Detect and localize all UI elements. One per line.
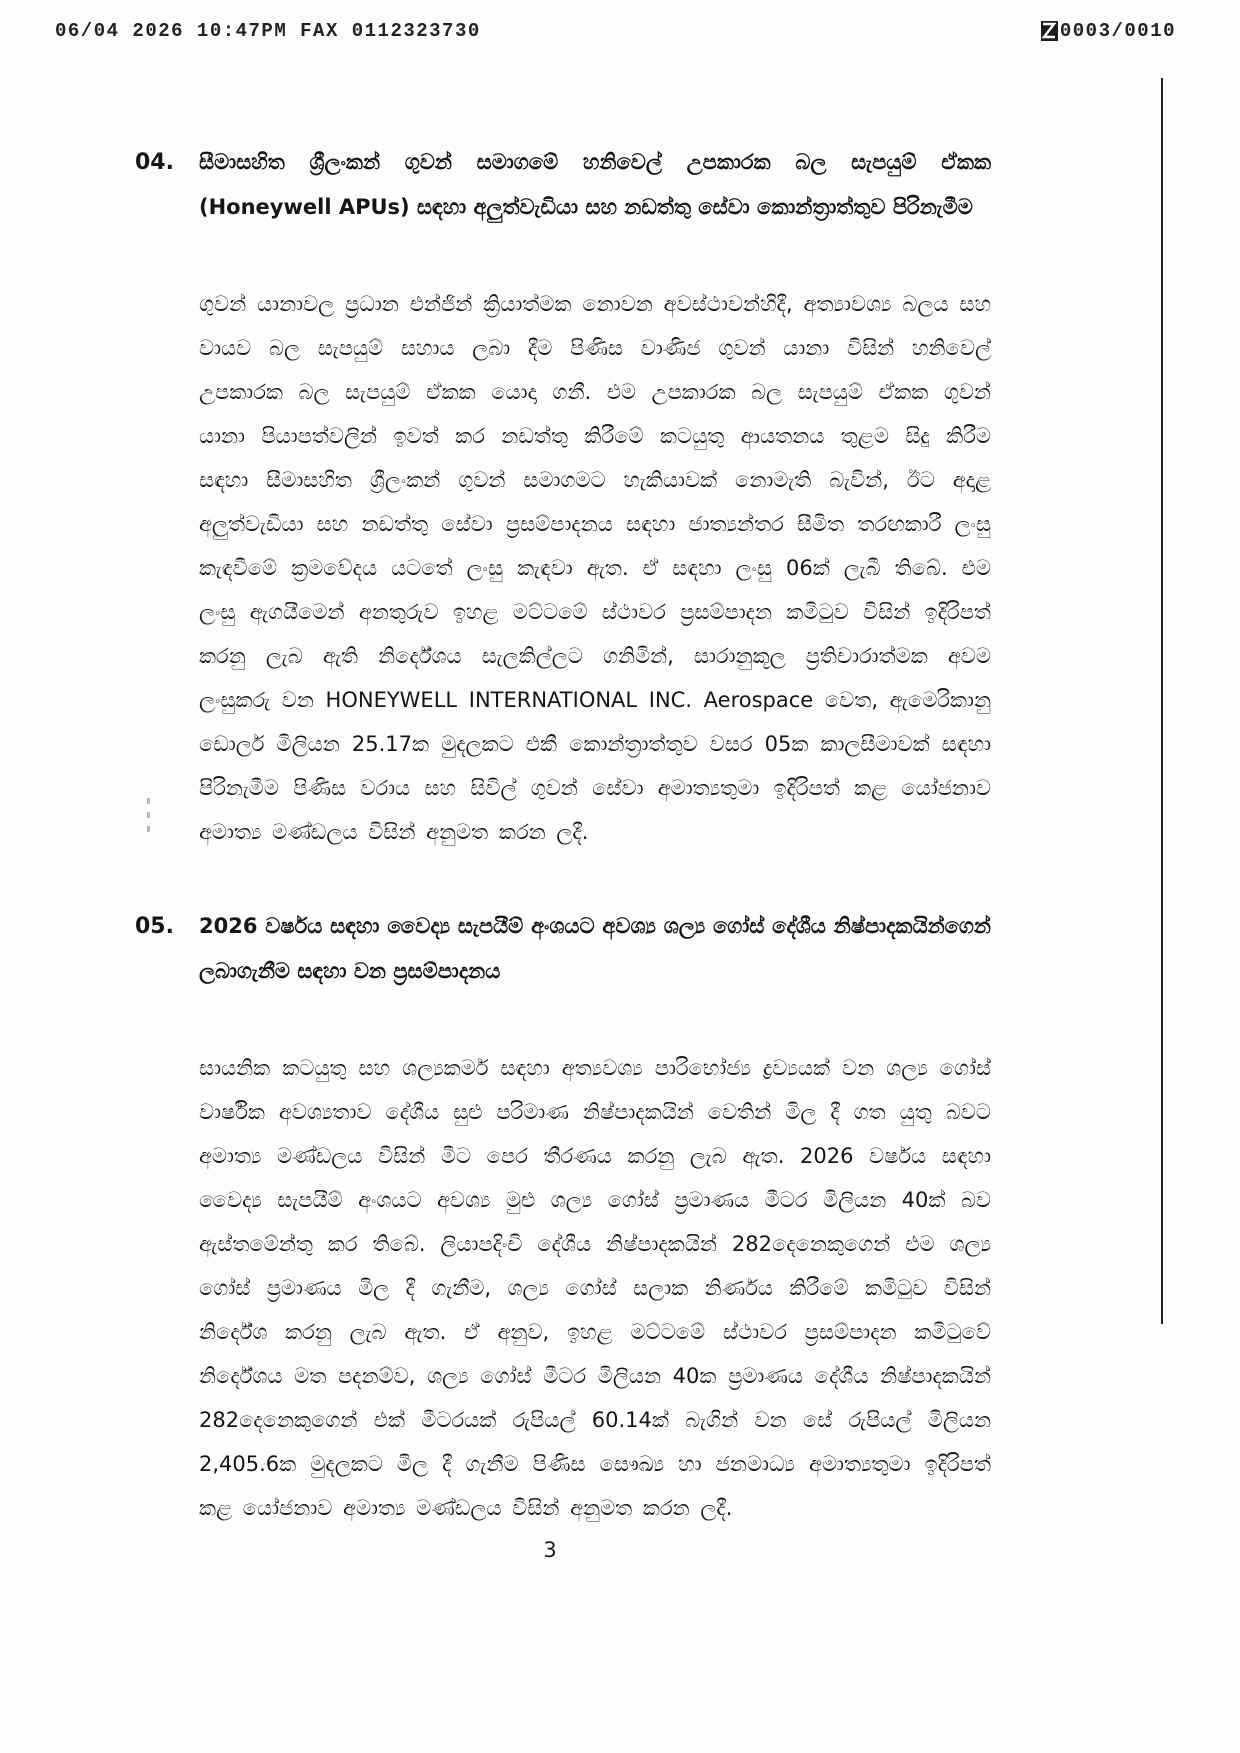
fax-timestamp: 06/04 2026 10:47PM FAX 0112323730 bbox=[55, 20, 481, 42]
document-body bbox=[135, 140, 991, 1530]
item-paragraph: සායනික කටයුතු සහ ශල්‍යකර්ම සඳහා අත්‍යවශ්‍ය පාරිභෝජ්‍ය ද්‍රව්‍යයක් වන ශල්‍ය ගෝස් වාර්ෂික අවශ්‍යතාව දේශීය සුළු පරිමාණ නිෂ්පාදකයින් වෙතින් මිල දී ගත යුතු බවට අමාත්‍ය මණ්ඩලය විසින් මීට පෙර තීරණය කරනු ලැබ ඇත. 2026 වර්ෂය සඳහා වෛද්‍ය සැපයීම් අංශයට අවශ්‍ය මුළු ශල්‍ය ගෝස් ප්‍රමාණය මීටර මිලියන 40ක් බව ඇස්තමේන්තු කර තිබේ. ලියාපදිංචි දේශීය නිෂ්පාදකයින් 282දෙනෙකුගෙන් එම ශල්‍ය ගෝස් ප්‍රමාණය මිල දී ගැනීම, ශල්‍ය ගෝස් සලාක නිර්ණය කිරීමේ කමිටුව විසින් නිර්දේශ කරනු ලැබ ඇත. ඒ අනුව, ඉහළ මට්ටමේ ස්ථාවර ප්‍රසම්පාදන කමිටුවේ නිර්දේශය මත පදනම්ව, ශල්‍ය ගෝස් මීටර මිලියන 40ක ප්‍රමාණය දේශීය නිෂ්පාදකයින් 282දෙනෙකුගෙන් එක් මීටරයක් රුපියල් 60.14ක් බැගින් වන සේ රුපියල් මිලියන 2,405.6ක මුදලකට මිල දී ගැනීම පිණිස සෞඛ්‍ය හා ජනමාධ්‍ය අමාත්‍යතුමා ඉදිරිපත් කළ යෝජනාව අමාත්‍ය මණ්ඩලය විසින් අනුමත කරන ලදී. bbox=[199, 1056, 991, 1520]
fax-page-count-label: 0003/0010 bbox=[1059, 20, 1176, 42]
agenda-item-04 bbox=[135, 140, 991, 854]
item-heading: 2026 වර්ෂය සඳහා වෛද්‍ය සැපයීම් අංශයට අවශ්‍ය ශල්‍ය ගෝස් දේශීය නිෂ්පාදකයින්ගෙන් ලබාගැනීම සඳහා වන ප්‍රසම්පාදනය bbox=[199, 914, 991, 983]
item-number: 04. bbox=[135, 150, 174, 175]
item-paragraph: ගුවන් යානාවල ප්‍රධාන එන්ජින් ක්‍රියාත්මක නොවන අවස්ථාවන්හිදී, අත්‍යාවශ්‍ය බලය සහ වායව බල සැපයුම් සහාය ලබා දීම පිණිස වාණිජ ගුවන් යානා විසින් හනිවෙල් උපකාරක බල සැපයුම් ඒකක යොදා ගනී. එම උපකාරක බල සැපයුම් ඒකක ගුවන් යානා පියාපත්වලින් ඉවත් කර නඩත්තු කිරීමේ කටයුතු ආයතනය තුළම සිදු කිරීම සඳහා සීමාසහිත ශ්‍රීලංකන් ගුවන් සමාගමට හැකියාවක් නොමැති බැවින්, ඊට අදාළ අලුත්වැඩියා සහ නඩත්තු සේවා ප්‍රසම්පාදනය සඳහා ජාත්‍යන්තර සීමිත තරඟකාරී ලංසු කැඳවීමේ ක්‍රමවේදය යටතේ ලංසු කැඳවා ඇත. ඒ සඳහා ලංසු 06ක් ලැබී තිබේ. එම ලංසු ඇගයීමෙන් අනතුරුව ඉහළ මට්ටමේ ස්ථාවර ප්‍රසම්පාදන කමිටුව විසින් ඉදිරිපත් කරනු ලැබ ඇති නිර්දේශය සැලකිල්ලට ගනිමින්, සාරානුකූල ප්‍රතිචාරාත්මක අවම ලංසුකරු වන HONEYWELL INTERNATIONAL INC. Aerospace වෙත, ඇමෙරිකානු ඩොලර් මිලියන 25.17ක මුදලකට එකී කොන්ත්‍රාත්තුව වසර 05ක කාලසීමාවක් සඳහා පිරිනැමීම පිණිස වරාය සහ සිවිල් ගුවන් සේවා අමාත්‍යතුමා ඉදිරිපත් කළ යෝජනාව අමාත්‍ය මණ්ඩලය විසින් අනුමත කරන ලදී. bbox=[199, 292, 991, 844]
item-content bbox=[199, 904, 991, 1530]
item-heading: සීමාසහිත ශ්‍රීලංකන් ගුවන් සමාගමේ හනිවෙල් උපකාරක බල සැපයුම් ඒකක (Honeywell APUs) සඳහා අලුත්වැඩියා සහ නඩත්තු සේවා කොන්ත්‍රාත්තුව පිරිනැමීම bbox=[199, 150, 991, 219]
item-number: 05. bbox=[135, 914, 174, 939]
item-content bbox=[199, 140, 991, 854]
fax-header bbox=[55, 20, 1176, 42]
page-number: 3 bbox=[543, 1538, 557, 1562]
fax-page-icon bbox=[1041, 21, 1058, 41]
scan-artifact-line bbox=[1161, 78, 1163, 1324]
fax-page-counter bbox=[1041, 20, 1176, 42]
agenda-item-05 bbox=[135, 904, 991, 1530]
